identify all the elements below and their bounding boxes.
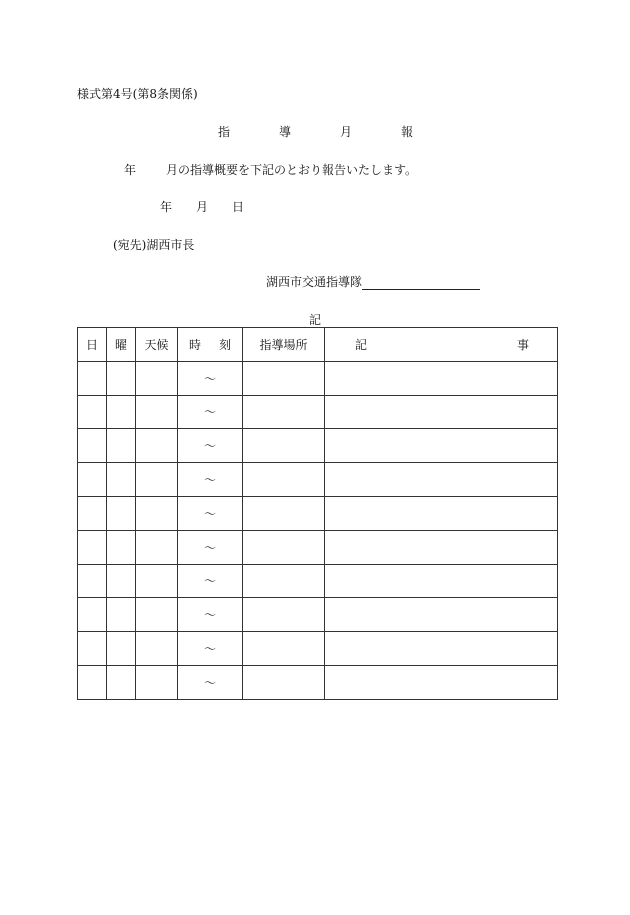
header-weekday: 曜 [107,328,136,362]
cell-day[interactable] [78,429,107,463]
cell-record[interactable] [325,496,558,530]
cell-place[interactable] [243,530,325,564]
cell-weather[interactable] [136,632,178,666]
cell-place[interactable] [243,361,325,395]
header-time [178,328,243,362]
addressee: (宛先)湖西市長 [113,238,195,252]
cell-place[interactable] [243,463,325,497]
date-day: 日 [232,200,245,214]
sentence-year: 年 [124,163,137,177]
signature-line[interactable] [362,276,480,290]
cell-weekday[interactable] [107,463,136,497]
time-range-mark: ～ [203,439,216,454]
table-header-row [78,328,558,362]
cell-day[interactable] [78,463,107,497]
cell-record[interactable] [325,361,558,395]
cell-time[interactable] [178,463,243,497]
cell-weekday[interactable] [107,361,136,395]
document-title [218,123,413,140]
cell-weather[interactable] [136,395,178,429]
cell-weekday[interactable] [107,598,136,632]
sentence-rest: 月の指導概要を下記のとおり報告いたします。 [166,163,418,177]
ki-label: 記 [309,313,322,327]
cell-weather[interactable] [136,665,178,699]
cell-place[interactable] [243,429,325,463]
header-time-char: 刻 [219,337,232,352]
table-row [78,395,558,429]
cell-weekday[interactable] [107,395,136,429]
table-row [78,496,558,530]
header-time-char: 時 [188,337,201,352]
table-row [78,429,558,463]
cell-record[interactable] [325,598,558,632]
cell-day[interactable] [78,665,107,699]
cell-time[interactable] [178,665,243,699]
cell-weekday[interactable] [107,496,136,530]
cell-weather[interactable] [136,598,178,632]
cell-weather[interactable] [136,429,178,463]
table-row [78,598,558,632]
cell-weather[interactable] [136,463,178,497]
cell-time[interactable] [178,361,243,395]
header-record [325,328,558,362]
table-row [78,463,558,497]
time-range-mark: ～ [203,473,216,488]
table-row [78,665,558,699]
table-row [78,361,558,395]
cell-time[interactable] [178,530,243,564]
header-place: 指導場所 [243,328,325,362]
cell-place[interactable] [243,632,325,666]
time-range-mark: ～ [203,608,216,623]
cell-weather[interactable] [136,564,178,598]
cell-place[interactable] [243,665,325,699]
table-row [78,530,558,564]
title-char: 報 [400,125,413,139]
time-range-mark: ～ [203,405,216,420]
cell-day[interactable] [78,564,107,598]
cell-place[interactable] [243,395,325,429]
title-char: 導 [278,125,291,139]
cell-place[interactable] [243,564,325,598]
time-range-mark: ～ [203,540,216,555]
cell-time[interactable] [178,632,243,666]
reporter-name: 湖西市交通指導隊 [266,275,363,289]
cell-weather[interactable] [136,361,178,395]
table-row [78,564,558,598]
cell-day[interactable] [78,598,107,632]
cell-day[interactable] [78,530,107,564]
time-range-mark: ～ [203,642,216,657]
title-char: 指 [218,125,231,139]
report-sentence [124,161,417,178]
cell-time[interactable] [178,395,243,429]
cell-time[interactable] [178,564,243,598]
header-weather: 天候 [136,328,178,362]
cell-weather[interactable] [136,530,178,564]
cell-day[interactable] [78,496,107,530]
cell-place[interactable] [243,496,325,530]
cell-day[interactable] [78,395,107,429]
time-range-mark: ～ [203,574,216,589]
time-range-mark: ～ [203,675,216,690]
cell-weekday[interactable] [107,429,136,463]
cell-weekday[interactable] [107,530,136,564]
header-record-char: 事 [516,337,529,352]
cell-time[interactable] [178,598,243,632]
cell-day[interactable] [78,632,107,666]
cell-record[interactable] [325,632,558,666]
cell-record[interactable] [325,530,558,564]
form-number-label: 様式第4号(第8条関係) [77,87,198,101]
title-char: 月 [339,125,352,139]
cell-record[interactable] [325,665,558,699]
header-record-char: 記 [355,337,368,352]
cell-record[interactable] [325,429,558,463]
date-month: 月 [196,200,209,214]
cell-weekday[interactable] [107,564,136,598]
cell-time[interactable] [178,496,243,530]
reporter-line [266,273,480,290]
date-year: 年 [160,200,173,214]
cell-place[interactable] [243,598,325,632]
date-line [160,198,244,215]
guidance-log-table [77,327,558,700]
cell-record[interactable] [325,463,558,497]
time-range-mark: ～ [203,506,216,521]
cell-day[interactable] [78,361,107,395]
cell-record[interactable] [325,564,558,598]
cell-weekday[interactable] [107,632,136,666]
time-range-mark: ～ [203,371,216,386]
cell-weekday[interactable] [107,665,136,699]
cell-time[interactable] [178,429,243,463]
cell-weather[interactable] [136,496,178,530]
cell-record[interactable] [325,395,558,429]
header-day: 日 [78,328,107,362]
table-row [78,632,558,666]
